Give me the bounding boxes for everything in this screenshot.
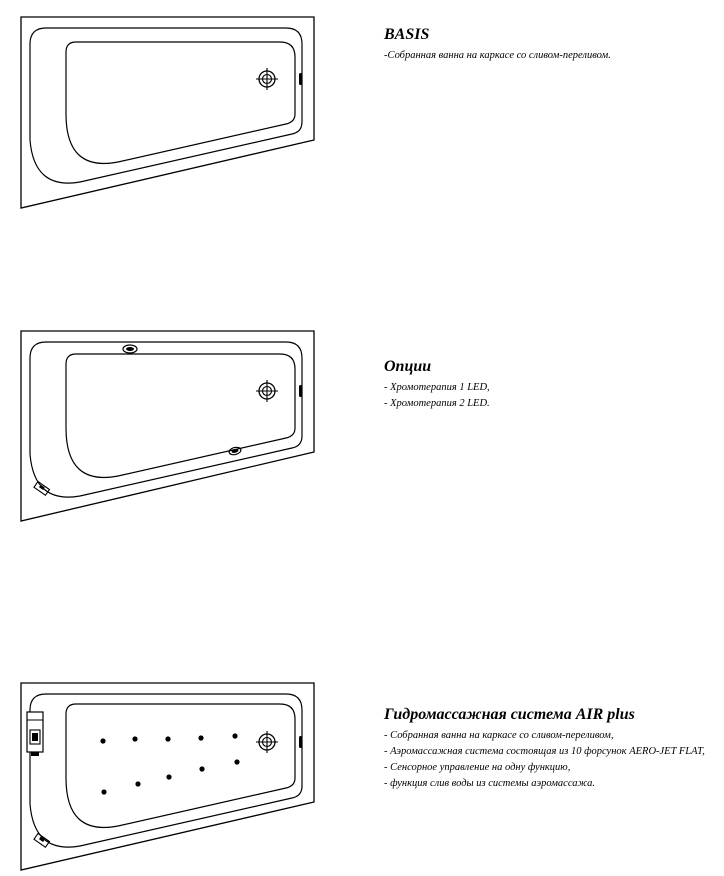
drain-icon [256, 380, 278, 402]
tub-outer-frame [21, 17, 314, 208]
bathtub-drawing-basis [18, 14, 318, 214]
aero-jet-icon [199, 766, 204, 771]
section-air-plus [384, 706, 705, 792]
aero-jet-icon [166, 774, 171, 779]
section-basis [384, 26, 611, 64]
overflow-icon [299, 73, 302, 85]
control-panel-icon [34, 834, 49, 848]
feature-line: - Сенсорное управление на одну функцию, [384, 762, 571, 773]
led-light-icon [123, 345, 137, 353]
section-title: Опции [384, 358, 432, 375]
overflow-icon [299, 736, 302, 748]
drain-icon [256, 68, 278, 90]
aero-jet-icon [100, 738, 105, 743]
section-title: BASIS [384, 26, 430, 43]
feature-line: - функция слив воды из системы аэромассажа. [384, 778, 595, 789]
tub-basin [66, 704, 295, 827]
air-blower-unit-icon [27, 712, 43, 756]
control-panel-icon [34, 482, 49, 496]
aero-jet-icon [132, 736, 137, 741]
drain-icon [256, 731, 278, 753]
bathtub-drawing-options [18, 328, 318, 528]
tub-outer-frame [21, 331, 314, 521]
tub-rim [30, 28, 302, 183]
aero-jet-icon [198, 735, 203, 740]
tub-basin [66, 42, 295, 163]
feature-line: - Хромотерапия 2 LED. [384, 398, 490, 409]
aero-jet-icon [135, 781, 140, 786]
feature-line: - Хромотерапия 1 LED, [384, 382, 490, 393]
aero-jet-icon [234, 759, 239, 764]
feature-line: -Собранная ванна на каркасе со сливом-переливом. [384, 50, 611, 61]
section-title: Гидромассажная система AIR plus [384, 706, 635, 723]
overflow-icon [299, 385, 302, 397]
aero-jet-nozzle-icons [100, 733, 239, 794]
feature-line: - Аэромассажная система состоящая из 10 форсунок AERO-JET FLAT, [384, 746, 705, 757]
aero-jet-icon [165, 736, 170, 741]
bathtub-drawing-air-plus [18, 680, 318, 876]
aero-jet-icon [232, 733, 237, 738]
tub-basin [66, 354, 295, 477]
section-options [384, 358, 490, 412]
tub-rim [30, 342, 302, 497]
tub-rim [30, 694, 302, 847]
aero-jet-icon [101, 789, 106, 794]
feature-line: - Собранная ванна на каркасе со сливом-переливом, [384, 730, 614, 741]
